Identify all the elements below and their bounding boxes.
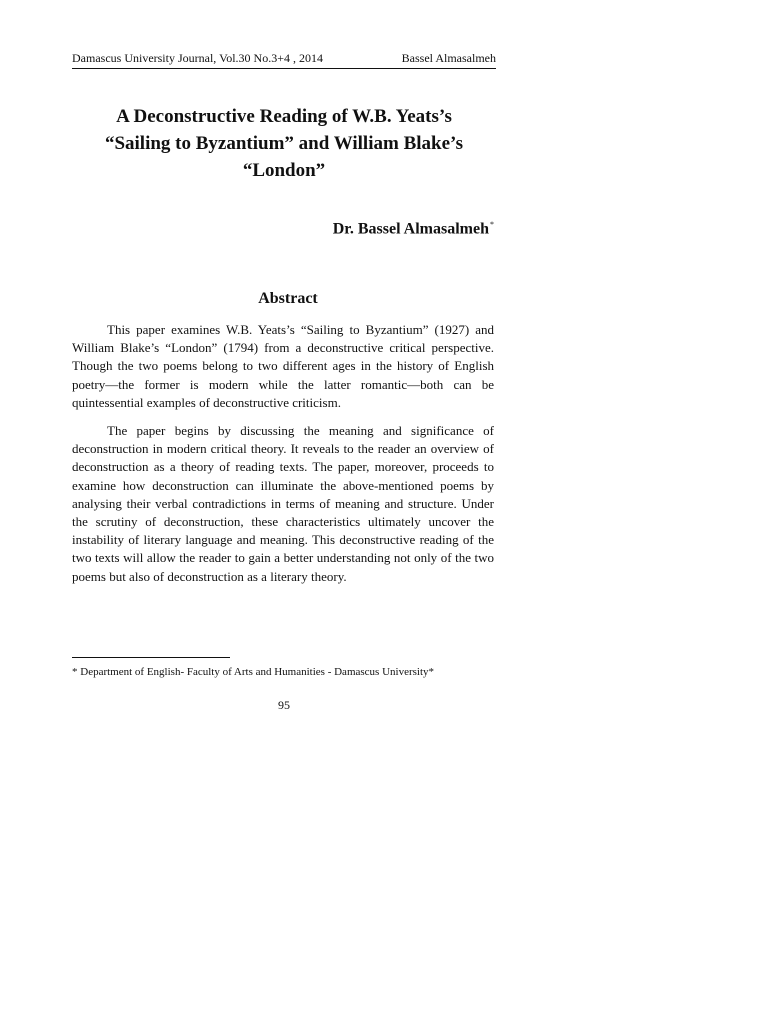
author-footnote-mark: * [490,220,494,229]
title-line: “Sailing to Byzantium” and William Blake’s [104,133,464,154]
abstract-paragraph: This paper examines W.B. Yeats’s “Sailing to Byzantium” (1927) and William Blake’s “London” (1794) from a deconstructive critical perspective. Though the two poems belong to two different ages in the history of English poetry—the former is modern while the latter romantic—both can be quintessential examples of deconstructive criticism. [72,322,494,410]
footnote-divider [72,657,230,658]
author-line [333,220,494,238]
page-number: 95 [278,698,290,712]
footnote: * Department of English- Faculty of Arts and Humanities - Damascus University* [72,666,435,678]
title-line: “London” [242,160,326,181]
author-name: Dr. Bassel Almasalmeh [332,220,489,238]
abstract-paragraph: The paper begins by discussing the meaning and significance of deconstruction in modern critical theory. It reveals to the reader an overview of deconstruction as a theory of reading texts. The paper, moreover, proceeds to examine how deconstruction can illuminate the above-mentioned poems by analysing their verbal contradictions in terms of meaning and structure. Under the scrutiny of deconstruction, these characteristics ultimately uncover the instability of literary language and meaning. This deconstructive reading of the two texts will allow the reader to gain a better understanding not only of the two poems but also of deconstruction as a literary theory. [72,423,494,584]
title-line: A Deconstructive Reading of W.B. Yeats’s [116,106,452,127]
paper-title [72,103,496,184]
abstract-heading: Abstract [258,290,318,307]
abstract-body [72,321,494,596]
journal-citation: Damascus University Journal, Vol.30 No.3+4 , 2014 [72,51,323,65]
running-header [72,50,496,69]
running-header-author: Bassel Almasalmeh [401,51,496,65]
